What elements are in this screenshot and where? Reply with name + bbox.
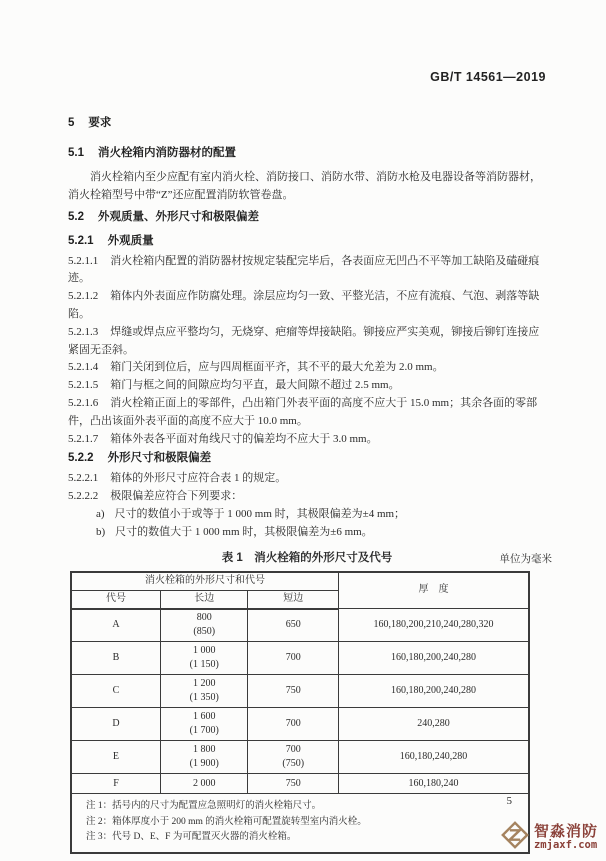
- list-item-b: [68, 524, 546, 542]
- table-thickness-header: 厚 度: [338, 572, 529, 609]
- watermark-brand: 智淼消防: [533, 823, 598, 841]
- table-unit-note: 单位为毫米: [499, 553, 552, 565]
- section-title: 消火栓箱内消防器材的配置: [98, 147, 236, 159]
- cell-long: 1 200 (1 350): [160, 675, 248, 708]
- table-note-3: 注 3：代号 D、E、F 为可配置灭火器的消火栓箱。: [86, 832, 297, 843]
- clause-num: 5.2.2.2: [68, 490, 99, 503]
- cell-short: 700: [248, 708, 339, 741]
- cell-long: 800 (850): [160, 609, 248, 642]
- clause-text: 极限偏差应符合下列要求：: [110, 490, 243, 503]
- table-note-2: 注 2：箱体厚度小于 200 mm 的消火栓箱可配置旋转型室内消火栓。: [86, 816, 367, 827]
- section-title: 外形尺寸和极限偏差: [107, 452, 212, 465]
- document-body: [68, 105, 552, 854]
- clause-num: 5.2.1.6: [68, 396, 99, 409]
- list-label: a): [96, 507, 105, 520]
- cell-thickness: 160,180,200,240,280: [338, 675, 529, 708]
- section-title: 外观质量: [107, 234, 154, 247]
- section-5-2-1-heading: [68, 233, 546, 249]
- clause-5-2-1-2: [68, 288, 546, 324]
- table-row-f: [71, 774, 529, 794]
- watermark: [500, 820, 598, 855]
- section-5-1-heading: [68, 145, 546, 161]
- clause-5-2-1-4: [68, 359, 546, 377]
- clause-5-2-1-7: [68, 431, 546, 449]
- col-header-short: 短边: [248, 590, 339, 609]
- clause-5-2-1-3: [68, 324, 546, 360]
- zmjaxf-logo-icon: [500, 820, 530, 855]
- cell-short: 700 (750): [248, 741, 339, 774]
- cell-long: 1 800 (1 900): [160, 741, 248, 774]
- clause-5-2-1-6: [68, 395, 546, 431]
- clause-num: 5.2.1.7: [68, 432, 99, 445]
- watermark-text: [534, 824, 598, 851]
- cell-code: A: [71, 609, 160, 642]
- table-row-d: [71, 708, 529, 741]
- section-num: 5.2.1: [68, 234, 94, 247]
- cell-short: 750: [248, 774, 339, 794]
- clause-text: 箱体外表各平面对角线尺寸的偏差均不应大于 3.0 mm。: [110, 432, 378, 445]
- section-5-heading: [68, 115, 546, 131]
- clause-5-2-2-2: [68, 488, 546, 506]
- cell-code: F: [71, 774, 160, 794]
- cell-thickness: 240,280: [338, 708, 529, 741]
- clause-text: 焊缝或焊点应平整均匀，无烧穿、疤瘤等焊接缺陷。铆接应严实美观，铆接后铆钉连接应紧固无歪斜。: [68, 325, 540, 356]
- col-header-code: 代号: [71, 590, 160, 609]
- section-num: 5.2: [68, 210, 84, 223]
- cell-short: 700: [248, 642, 339, 675]
- clause-text: 箱门关闭到位后，应与四周框面平齐，其不平的最大允差为 2.0 mm。: [110, 361, 444, 374]
- clause-5-2-1-1: [68, 253, 546, 289]
- cell-long: 1 000 (1 150): [160, 642, 248, 675]
- table-row-b: [71, 642, 529, 675]
- watermark-site: zmjaxf.com: [533, 838, 598, 851]
- clause-text: 箱体的外形尺寸应符合表 1 的规定。: [110, 472, 287, 485]
- list-label: b): [96, 525, 106, 538]
- cell-thickness: 160,180,240: [338, 774, 529, 794]
- cell-code: D: [71, 708, 160, 741]
- section-num: 5.2.2: [68, 452, 94, 465]
- paragraph-5-1: 消火栓箱内至少应配有室内消火栓、消防接口、消防水带、消防水枪及电器设备等消防器材，消火栓箱型号中带“Z”还应配置消防软管卷盘。: [68, 171, 541, 201]
- table-caption-row: [68, 550, 552, 566]
- clause-text: 消火栓箱正面上的零部件，凸出箱门外表平面的高度不应大于 15.0 mm；其余各面的零部件，凸出该面外表平面的高度不应大于 10.0 mm。: [68, 396, 538, 427]
- clause-num: 5.2.2.1: [68, 472, 99, 485]
- cell-thickness: 160,180,200,210,240,280,320: [338, 609, 529, 642]
- clause-num: 5.2.1.4: [68, 361, 99, 374]
- dimension-table: [70, 571, 530, 854]
- clause-num: 5.2.1.1: [68, 254, 99, 267]
- section-title: 外观质量、外形尺寸和极限偏差: [98, 210, 259, 223]
- section-5-2-heading: [68, 209, 546, 225]
- clause-text: 箱门与框之间的间隙应均匀平直，最大间隙不超过 2.5 mm。: [110, 379, 400, 392]
- section-title: 要求: [88, 117, 112, 129]
- clause-num: 5.2.1.3: [68, 325, 99, 338]
- clause-text: 消火栓箱内配置的消防器材按规定装配完毕后，各表面应无凹凸不平等加工缺陷及磕碰痕迹。: [68, 254, 540, 285]
- list-text: 尺寸的数值小于或等于 1 000 mm 时，其极限偏差为±4 mm；: [114, 507, 406, 520]
- clause-num: 5.2.1.5: [68, 379, 99, 392]
- table-note-1: 注 1：括号内的尺寸为配置应急照明灯的消火栓箱尺寸。: [86, 801, 322, 812]
- cell-short: 650: [248, 609, 339, 642]
- table-row-a: [71, 609, 529, 642]
- table-row-c: [71, 675, 529, 708]
- table-caption: 表 1 消火栓箱的外形尺寸及代号: [221, 551, 393, 564]
- doc-number: GB/T 14561—2019: [430, 70, 546, 84]
- cell-thickness: 160,180,200,240,280: [338, 642, 529, 675]
- cell-code: E: [71, 741, 160, 774]
- cell-short: 750: [248, 675, 339, 708]
- cell-thickness: 160,180,240,280: [338, 741, 529, 774]
- list-text: 尺寸的数值大于 1 000 mm 时，其极限偏差为±6 mm。: [115, 525, 373, 538]
- table-group-header: 消火栓箱的外形尺寸和代号: [71, 572, 338, 591]
- section-5-2-2-heading: [68, 450, 546, 466]
- table-row-e: [71, 741, 529, 774]
- clause-text: 箱体内外表面应作防腐处理。涂层应均匀一致、平整光洁，不应有流痕、气泡、剥落等缺陷。: [68, 290, 540, 320]
- cell-long: 1 600 (1 700): [160, 708, 248, 741]
- cell-long: 2 000: [160, 774, 248, 794]
- section-num: 5: [68, 117, 75, 129]
- section-num: 5.1: [68, 147, 84, 159]
- cell-code: C: [71, 675, 160, 708]
- table-header-group-row: [71, 572, 529, 591]
- clause-5-2-2-1: [68, 470, 546, 488]
- col-header-long: 长边: [160, 590, 248, 609]
- clause-num: 5.2.1.2: [68, 290, 99, 303]
- list-item-a: [68, 506, 546, 524]
- cell-code: B: [71, 642, 160, 675]
- clause-5-2-1-5: [68, 377, 546, 395]
- page-number: 5: [506, 795, 512, 807]
